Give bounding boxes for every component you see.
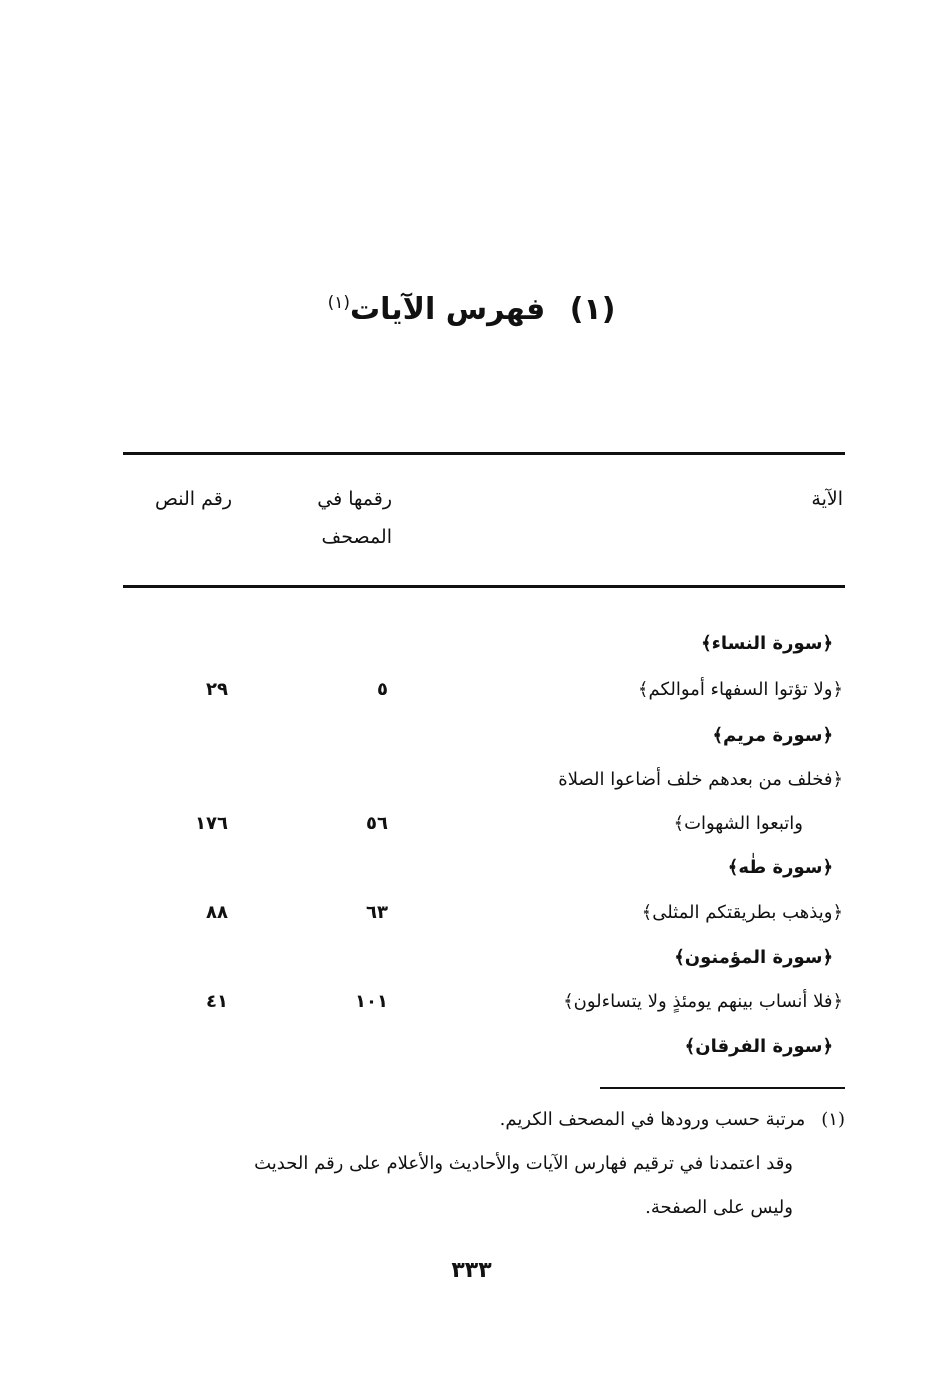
text-number: ٨٨ xyxy=(206,902,228,923)
footnote-separator xyxy=(600,1087,845,1089)
footnote-line-3: وليس على الصفحة. xyxy=(645,1197,793,1218)
ayah-text: ﴿ولا تؤتوا السفهاء أموالكم﴾ xyxy=(637,679,843,700)
header-mushaf-number: رقمها في المصحف xyxy=(317,488,392,548)
surah-heading: ﴿سورة النساء﴾ xyxy=(701,633,833,654)
footnote-text-1: مرتبة حسب ورودها في المصحف الكريم. xyxy=(499,1109,806,1130)
table-row xyxy=(0,716,943,756)
footnote-line-1 xyxy=(120,1098,845,1142)
section-number: (١) xyxy=(569,292,616,327)
ayah-text: واتبعوا الشهوات﴾ xyxy=(673,813,803,834)
table-row xyxy=(0,982,943,1022)
ayah-text: ﴿فلا أنساب بينهم يومئذٍ ولا يتساءلون﴾ xyxy=(563,991,843,1012)
ayah-text: ﴿فخلف من بعدهم خلف أضاعوا الصلاة xyxy=(558,769,843,790)
surah-heading: ﴿سورة الفرقان﴾ xyxy=(684,1036,833,1057)
mushaf-number: ١٠١ xyxy=(355,991,388,1012)
table-row xyxy=(0,624,943,664)
table-row xyxy=(0,670,943,710)
surah-heading: ﴿سورة المؤمنون﴾ xyxy=(674,947,833,968)
table-row xyxy=(0,848,943,888)
table-row xyxy=(0,760,943,800)
table-row xyxy=(0,938,943,978)
table-row xyxy=(0,893,943,933)
mushaf-number: ٥٦ xyxy=(366,813,388,834)
table-row xyxy=(0,804,943,844)
surah-heading: ﴿سورة مريم﴾ xyxy=(712,725,833,746)
surah-heading: ﴿سورة طٰه﴾ xyxy=(727,857,833,878)
text-number: ١٧٦ xyxy=(195,813,228,834)
mushaf-number: ٦٣ xyxy=(366,902,388,923)
page-title xyxy=(0,292,943,327)
table-header-rule xyxy=(123,585,845,588)
header-text-number: رقم النص xyxy=(154,488,232,510)
footnote-line-2: وقد اعتمدنا في ترقيم فهارس الآيات والأحاديث والأعلام على رقم الحديث xyxy=(254,1153,793,1174)
table-row xyxy=(0,1027,943,1067)
title-footnote-ref: (١) xyxy=(327,293,350,313)
ayah-text: ﴿ويذهب بطريقتكم المثلى﴾ xyxy=(641,902,843,923)
text-number: ٤١ xyxy=(206,991,228,1012)
page-number: ٣٣٣ xyxy=(451,1258,492,1283)
header-ayah: الآية xyxy=(811,488,843,510)
table-top-rule xyxy=(123,452,845,455)
text-number: ٢٩ xyxy=(206,679,228,700)
mushaf-number: ٥ xyxy=(377,679,388,700)
title-text: فهرس الآيات xyxy=(349,292,546,327)
footnote-mark: (١) xyxy=(821,1109,845,1130)
